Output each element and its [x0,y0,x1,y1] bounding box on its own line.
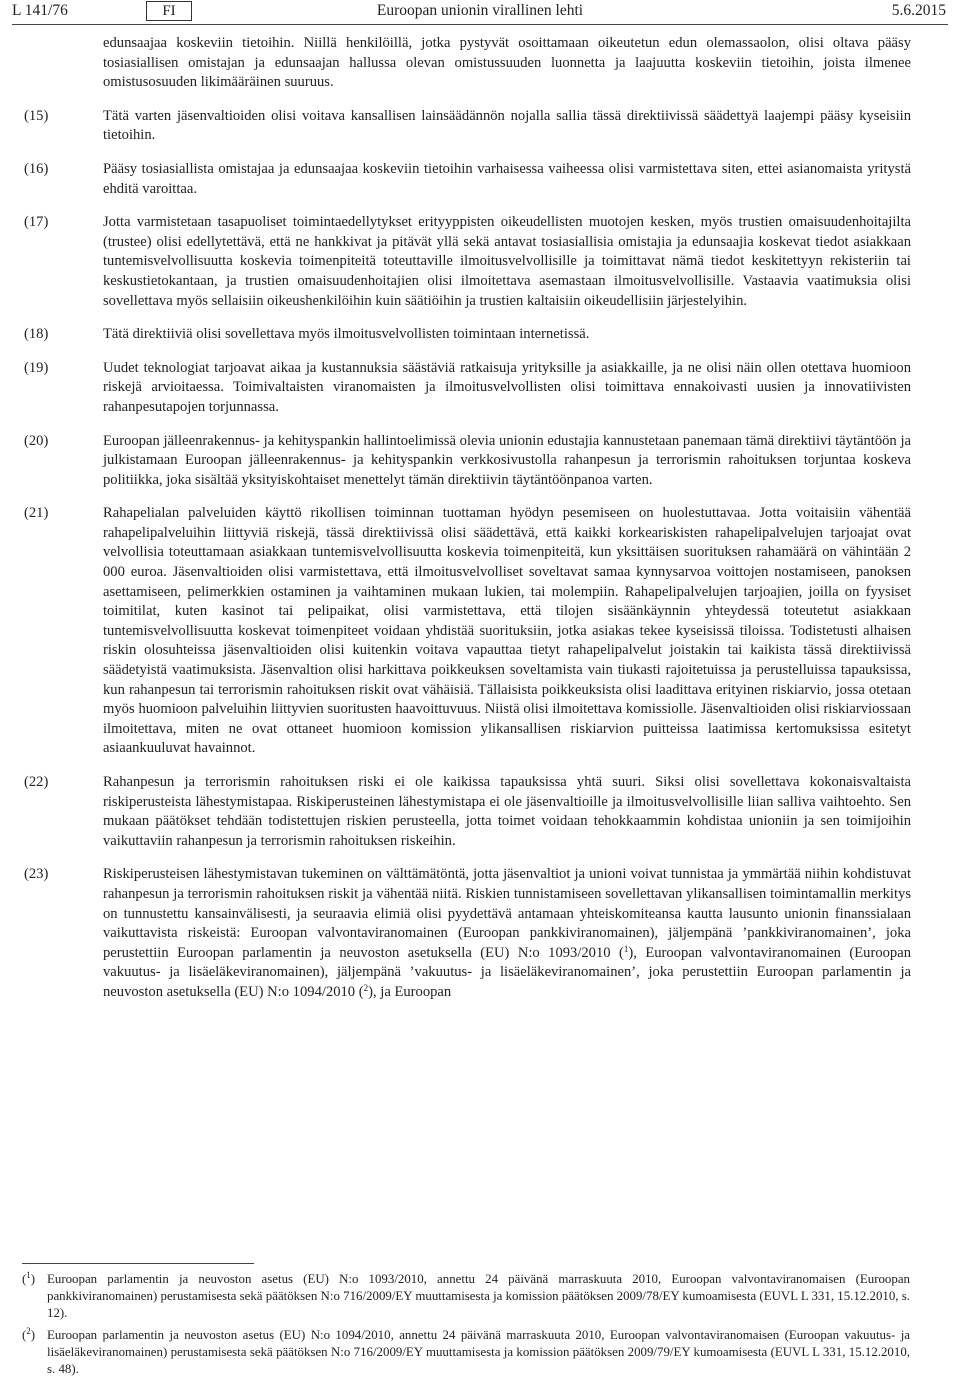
recital-number: (19) [24,359,49,376]
footnote-reference-2[interactable]: 2 [363,982,369,993]
recital-number: (18) [24,326,49,343]
footnote-text: Euroopan parlamentin ja neuvoston asetus (EU) N:o 1094/2010, annettu 24 päivänä marraskuuta 2010, Euroopan valvontaviranomaisen (Euroopan vakuutus- ja lisäeläkeviranomainen) perustamisesta sekä päätöksen N:o 716/2009/EY muuttamisesta ja komission päätöksen 2009/79/EY kumoamisesta (EUVL L 331, 15.12.2010, s. 48). [47,1328,910,1376]
recital-number: (22) [24,774,49,790]
recital-text: Tätä direktiiviä olisi sovellettava myös ilmoitusvelvollisten toimintaan internetissä. [103,326,590,343]
recital-text: Riskiperusteisen lähestymistavan tukeminen on välttämätöntä, jotta jäsenvaltiot ja unioni voivat tunnistaa ja ymmärtää niihin kohdistuvat rahanpesun ja terrorismin rahoituksen riskit ja vähentää niitä. Riskien tunnistamiseen sovellettavan ylikansallisen toimintamallin merkitys on tunnustettu kansainvälisesti, ja seuraavia elimiä olisi pyydettävä antamaan yhteiskomiteansa kautta lausunto unionin finanssialaan vaikuttavista riskeistä: Euroopan valvontaviranomainen (Euroopan pankkiviranomainen), jäljempänä ’pankkiviranomainen’, joka perustettiin Euroopan parlamentin ja neuvoston asetuksella (EU) N:o 1093/2010 ( [103,866,911,961]
recital-number: (21) [24,505,49,522]
recital-20 [24,432,911,491]
recital-text-continued: ), Euroopan valvontaviranomainen (Euroopan vakuutus- ja lisäeläkeviranomainen), jäljempänä ’vakuutus- ja lisäeläkeviranomainen’, joka perustettiin Euroopan parlamentin ja neuvoston asetuksella (EU) N:o 1094/2010 ( [103,944,911,1000]
footnote-1 [22,1270,910,1322]
recital-16 [24,160,911,199]
recital-number: (17) [24,214,49,231]
recital-19 [24,359,911,418]
recital-text: Euroopan jälleenrakennus- ja kehityspankin hallintoelimissä olevia unionin edustajia kannustetaan panemaan tämä direktiivi täytäntöön ja julkistamaan Euroopan jälleenrakennus- ja kehityspankin verkkosivustolla rahanpesun ja terrorismin rahoituksen torjuntaa koskeva politiikka, joka sisältää yksityiskohtaiset menettelyt tämän direktiivin täytäntöönpanoa varten. [103,432,911,488]
recital-number: (23) [24,866,49,883]
recital-text: Tätä varten jäsenvaltioiden olisi voitava kansallisen lainsäädännön nojalla sallia tässä direktiivissä säädettyä laajempi pääsy kyseisiin tietoihin. [103,107,911,144]
journal-title: Euroopan unionin virallinen lehti [376,2,584,19]
recital-17 [24,213,911,311]
footnotes [0,1271,960,1383]
recital-15 [24,107,911,146]
recital-text: Rahapelialan palveluiden käyttö rikollisen toiminnan tuottaman hyödyn pesemiseen on huolestuttavaa. Jotta voitaisiin vähentää rahapelipalveluihin liittyviä riskejä, tässä direktiivissä olisi säädettävä, että kaikki korkeariskisten rahapelipalvelujen tarjoajat ovat velvollisia toteuttamaan asiakkaan tuntemisvelvollisuutta koskevia toimenpiteitä, kun yksittäisen suorituksen rahamäärä on vähintään 2 000 euroa. Jäsenvaltioiden olisi varmistettava, että ilmoitusvelvolliset soveltavat samaa kynnysarvoa voittojen nostamiseen, panoksen asettamiseen, pelimerkkien ostaminen ja vaihtaminen mukaan lukien, tai molempiin. Rahapelipalvelujen tarjoajien, joilla on fyysiset toimitilat, kuten kasinot tai pelipaikat, olisi varmistettava, että tilojen sisäänkäynnin yhteydessä toteutetut asiakkaan tuntemisvelvollisuutta koskevat toimenpiteet voidaan yhdistää suorituksiin, jotka asiakas tekee kyseisissä tiloissa. Todistetusti alhaisen riskin olosuhteissa jäsenvaltioiden olisi kuitenkin voitava vapauttaa tietyt rahapelipalvelut joistakin tai kaikista tässä direktiivissä säädetyistä vaatimuksista. Jäsenvaltion olisi harkittava poikkeuksen soveltamista vain tiukasti rajoitetuissa ja perustelluissa tapauksissa, kun rahanpesun tai terrorismin rahoituksen riskit ovat vähäisiä. Tällaisista poikkeuksista olisi laadittava erityinen riskiarvio, jossa otetaan myös huomioon palveluihin liittyvien suoritusten haavoittuvuus. Niistä olisi ilmoitettava komissiolle. Jäsenvaltioiden olisi riskiarviossaan ilmoitettava, miten ne ovat ottaneet huomioon komission ylikansallisen riskiarvion puitteissa laatimissa kertomuksissa esitetyt asiaankuuluvat havainnot. [103,505,911,757]
footnote-marker: ($^1$) [22,1270,36,1286]
recital-text: Pääsy tosiasiallista omistajaa ja edunsaajaa koskeviin tietoihin varhaisessa vaiheessa olisi varmistettava siten, ettei asianomaista yritystä ehditä varoittaa. [103,160,911,197]
footnote-number: 2 [26,1326,31,1336]
recital-text: Jotta varmistetaan tasapuoliset toimintaedellytykset erityyppisten oikeudellisten muotojen kesken, myös trustien omaisuudenhoitajilta (trustee) olisi edellytettävä, että ne hankkivat ja pitävät yllä sekä antavat tosiasiallisia omistajia ja edunsaajia koskevat tiedot asiakkaan tuntemisvelvollisuutta koskevia toimenpiteitä toteuttaville ilmoitusvelvollisille ja toimittavat nämä tiedot keskitettyyn rekisteriin tai keskustietokantaan, ja trustien omaisuudenhoitajien olisi ilmoitettava asemastaan ilmoitusvelvollisille. Vastaavia vaatimuksia olisi sovellettava myös sellaisiin oikeushenkilöihin kuin säätiöihin ja trustien kaltaisiin oikeudellisiin järjestelyihin. [103,214,911,309]
page-header [12,0,948,22]
footnote-marker: ($^2$) [22,1326,36,1342]
recital-text: Rahanpesun ja terrorismin rahoituksen riski ei ole kaikissa tapauksissa yhtä suuri. Siksi olisi sovellettava kokonaisvaltaista riskiperusteista lähestymistapaa. Riskiperusteinen lähestymistapa ei ole jäsenvaltioille ja ilmoitusvelvollisille liian salliva vaihtoehto. Sen mukaan päätökset tehdään todistettujen riskien perusteella, jotta toimet voidaan tehokkaammin kohdistaa unioniin ja sen toimijoihin vaikuttaviin rahanpesun ja terrorismin rahoituksen riskeihin. [103,774,911,849]
document-body [0,34,960,1003]
header-divider [12,24,948,25]
recital-number: (16) [24,160,49,177]
publication-date: 5.6.2015 [891,2,946,19]
intro-paragraph: edunsaajaa koskeviin tietoihin. Niillä henkilöillä, jotka pystyvät osoittamaan oikeutetun edun olemassaolon, olisi oltava pääsy tosiasiallisen omistajan ja edunsaajan hallussa olevan omistussuuden luonnetta ja laajuutta koskeviin tietoihin, joista ilmenee omistusosuuden likimääräinen suuruus. [103,35,911,91]
footnote-2 [22,1326,910,1378]
footnote-text: Euroopan parlamentin ja neuvoston asetus (EU) N:o 1093/2010, annettu 24 päivänä marraskuuta 2010, Euroopan valvontaviranomaisen (Euroopan pankkiviranomainen) perustamisesta sekä päätöksen N:o 716/2009/EY muuttamisesta ja komission päätöksen 2009/78/EY kumoamisesta (EUVL L 331, 15.12.2010, s. 12). [47,1272,910,1320]
footnote-number: 1 [26,1270,31,1280]
recital-text-end: ), ja Euroopan [368,983,452,1000]
footnote-reference-1[interactable]: 1 [623,943,629,954]
recital-22 [24,773,911,851]
recital-18 [24,325,911,345]
recital-number: (15) [24,107,49,124]
recital-23 [24,865,911,1002]
language-badge: FI [146,1,192,21]
recital-text: Uudet teknologiat tarjoavat aikaa ja kustannuksia säästäviä ratkaisuja yrityksille ja asiakkaille, ja ne olisi näin ollen otettava huomioon riskejä arvioitaessa. Toimivaltaisten viranomaisten ja ilmoitusvelvollisten olisi toimittava ennakoivasti uusien ja innovatiivisten rahanpesutapojen torjunnassa. [103,359,911,415]
footnote-divider [22,1263,254,1264]
recital-number: (20) [24,432,49,449]
page-reference: L 141/76 [12,2,68,19]
recital-21 [24,504,911,759]
